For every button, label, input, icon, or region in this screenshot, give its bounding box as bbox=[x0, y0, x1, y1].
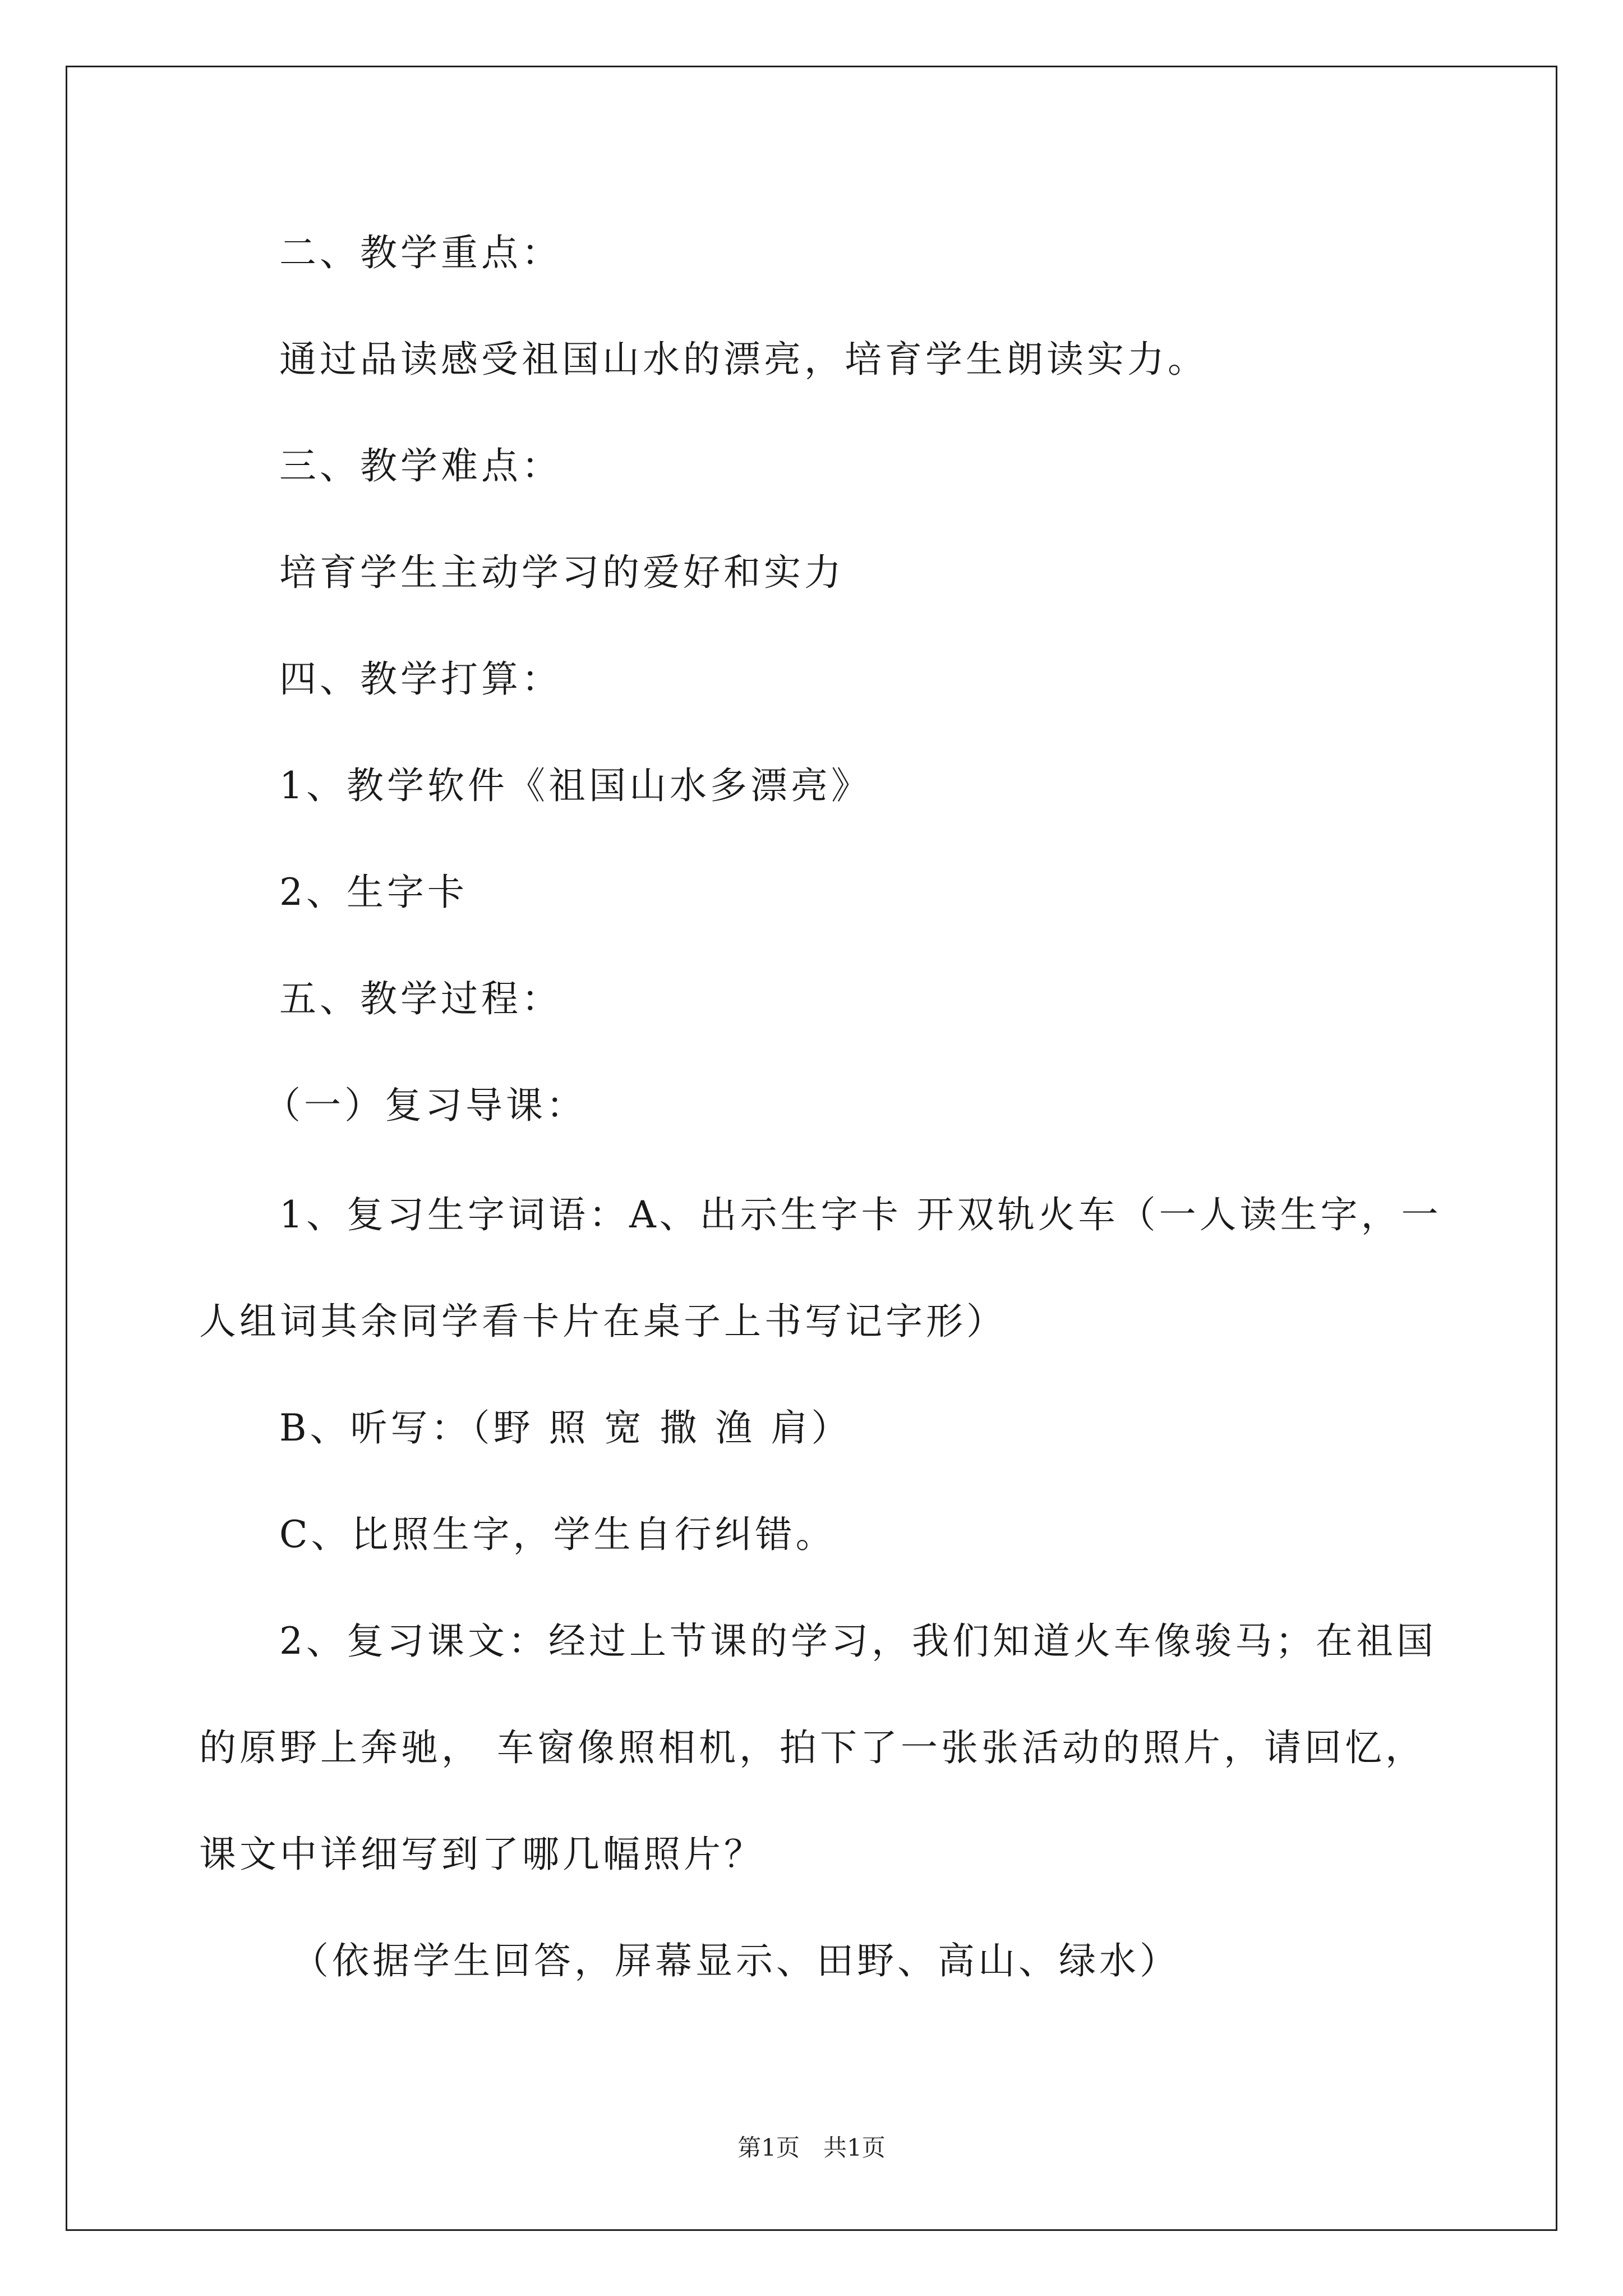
paragraph-review-words-cont: 人组词其余同学看卡片在桌子上书写记字形） bbox=[199, 1300, 1007, 1343]
paragraph-screen-display: （依据学生回答，屏幕显示、田野、高山、绿水） bbox=[292, 1939, 1180, 1982]
page-number-footer: 第1页 共1页 bbox=[737, 2134, 886, 2161]
paragraph-dictation: B、听写：（野 照 宽 撒 渔 肩） bbox=[279, 1406, 852, 1450]
paragraph-difficulty-text: 培育学生主动学习的爱好和实力 bbox=[279, 551, 845, 594]
list-item-software: 1、教学软件《祖国山水多漂亮》 bbox=[279, 764, 872, 807]
heading-teaching-difficulty: 三、教学难点： bbox=[279, 444, 562, 487]
paragraph-correction: C、比照生字，学生自行纠错。 bbox=[279, 1513, 836, 1556]
list-item-cards: 2、生字卡 bbox=[279, 871, 468, 914]
subheading-review: （一）复习导课： bbox=[264, 1084, 587, 1127]
paragraph-review-text-cont: 的原野上奔驰， 车窗像照相机，拍下了一张张活动的照片，请回忆， bbox=[199, 1726, 1426, 1769]
paragraph-review-words: 1、复习生字词语：A、出示生字卡 开双轨火车（一人读生字，一 bbox=[279, 1193, 1442, 1236]
heading-teaching-preparation: 四、教学打算： bbox=[279, 657, 562, 701]
page-border bbox=[66, 66, 1557, 2231]
heading-teaching-process: 五、教学过程： bbox=[279, 977, 562, 1020]
paragraph-review-text: 2、复习课文：经过上节课的学习，我们知道火车像骏马；在祖国 bbox=[279, 1619, 1437, 1663]
heading-teaching-focus: 二、教学重点： bbox=[279, 231, 562, 274]
paragraph-review-question: 课文中详细写到了哪几幅照片？ bbox=[199, 1833, 764, 1876]
paragraph-focus-text: 通过品读感受祖国山水的漂亮，培育学生朗读实力。 bbox=[279, 338, 1208, 381]
